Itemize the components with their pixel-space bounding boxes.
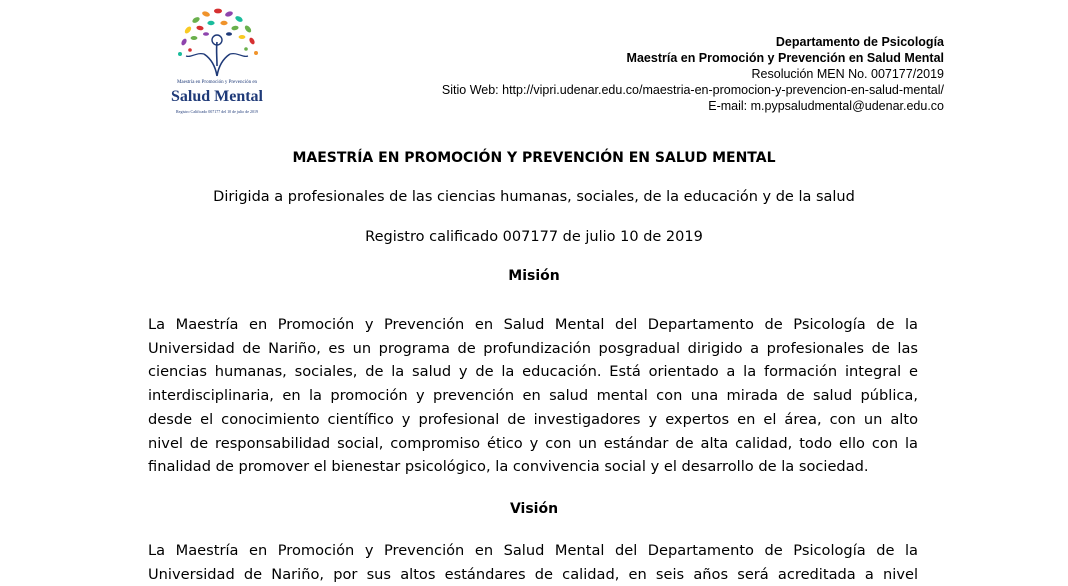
website: Sitio Web: http://vipri.udenar.edu.co/maestria-en-promocion-y-prevencion-en-salud-mental/ (441, 83, 944, 97)
tree-icon (166, 6, 268, 78)
paragraph-line: Universidad de Nariño, es un programa de profundización posgradual dirigido a profesionales de las (148, 339, 918, 357)
paragraph-line: desde el conocimiento científico y profesional de investigadores y expertos en el área, con un alto (148, 410, 918, 428)
logo-line1: Maestría en Promoción y Prevención en (176, 80, 258, 85)
document-title: MAESTRÍA EN PROMOCIÓN Y PREVENCIÓN EN SALUD MENTAL (292, 150, 776, 166)
paragraph-line: nivel de responsabilidad social, compromiso ético y con un estándar de alta calidad, todo ello con la (148, 434, 918, 452)
logo-title: Salud Mental (170, 88, 263, 105)
document-subtitle: Dirigida a profesionales de las ciencias humanas, sociales, de la educación y de la salud (213, 189, 855, 205)
program-logo (158, 6, 276, 118)
paragraph-line: ciencias humanas, sociales, de la salud y de la educación. Está orientado a la formación integral e (148, 363, 918, 381)
paragraph-line: La Maestría en Promoción y Prevención en Salud Mental del Departamento de Psicología de la (148, 316, 918, 333)
letterhead (442, 34, 944, 114)
logo-registro: Registro Calificado 007177 del 10 de julio de 2019 (176, 109, 258, 114)
paragraph-line: interdisciplinaria, en la promoción y prevención en salud mental con una mirada de salud pública, (148, 387, 918, 405)
resolution: Resolución MEN No. 007177/2019 (751, 67, 944, 81)
program-name: Maestría en Promoción y Prevención en Salud Mental (626, 51, 944, 65)
department-name: Departamento de Psicología (775, 35, 944, 49)
mision-heading: Misión (508, 268, 560, 284)
paragraph-line: La Maestría en Promoción y Prevención en Salud Mental del Departamento de Psicología de la (148, 542, 918, 559)
paragraph-line: finalidad de promover el bienestar psicológico, la convivencia social y el desarrollo de la sociedad. (148, 458, 869, 476)
mision-paragraph (148, 313, 918, 479)
vision-paragraph (148, 539, 918, 586)
vision-heading: Visión (509, 501, 559, 517)
registro-text: Registro calificado 007177 de julio 10 de 2019 (365, 229, 703, 245)
paragraph-line: Universidad de Nariño, por sus altos estándares de calidad, en seis años será acreditada a nivel (148, 565, 918, 583)
email: E-mail: m.pypsaludmental@udenar.edu.co (708, 99, 944, 113)
